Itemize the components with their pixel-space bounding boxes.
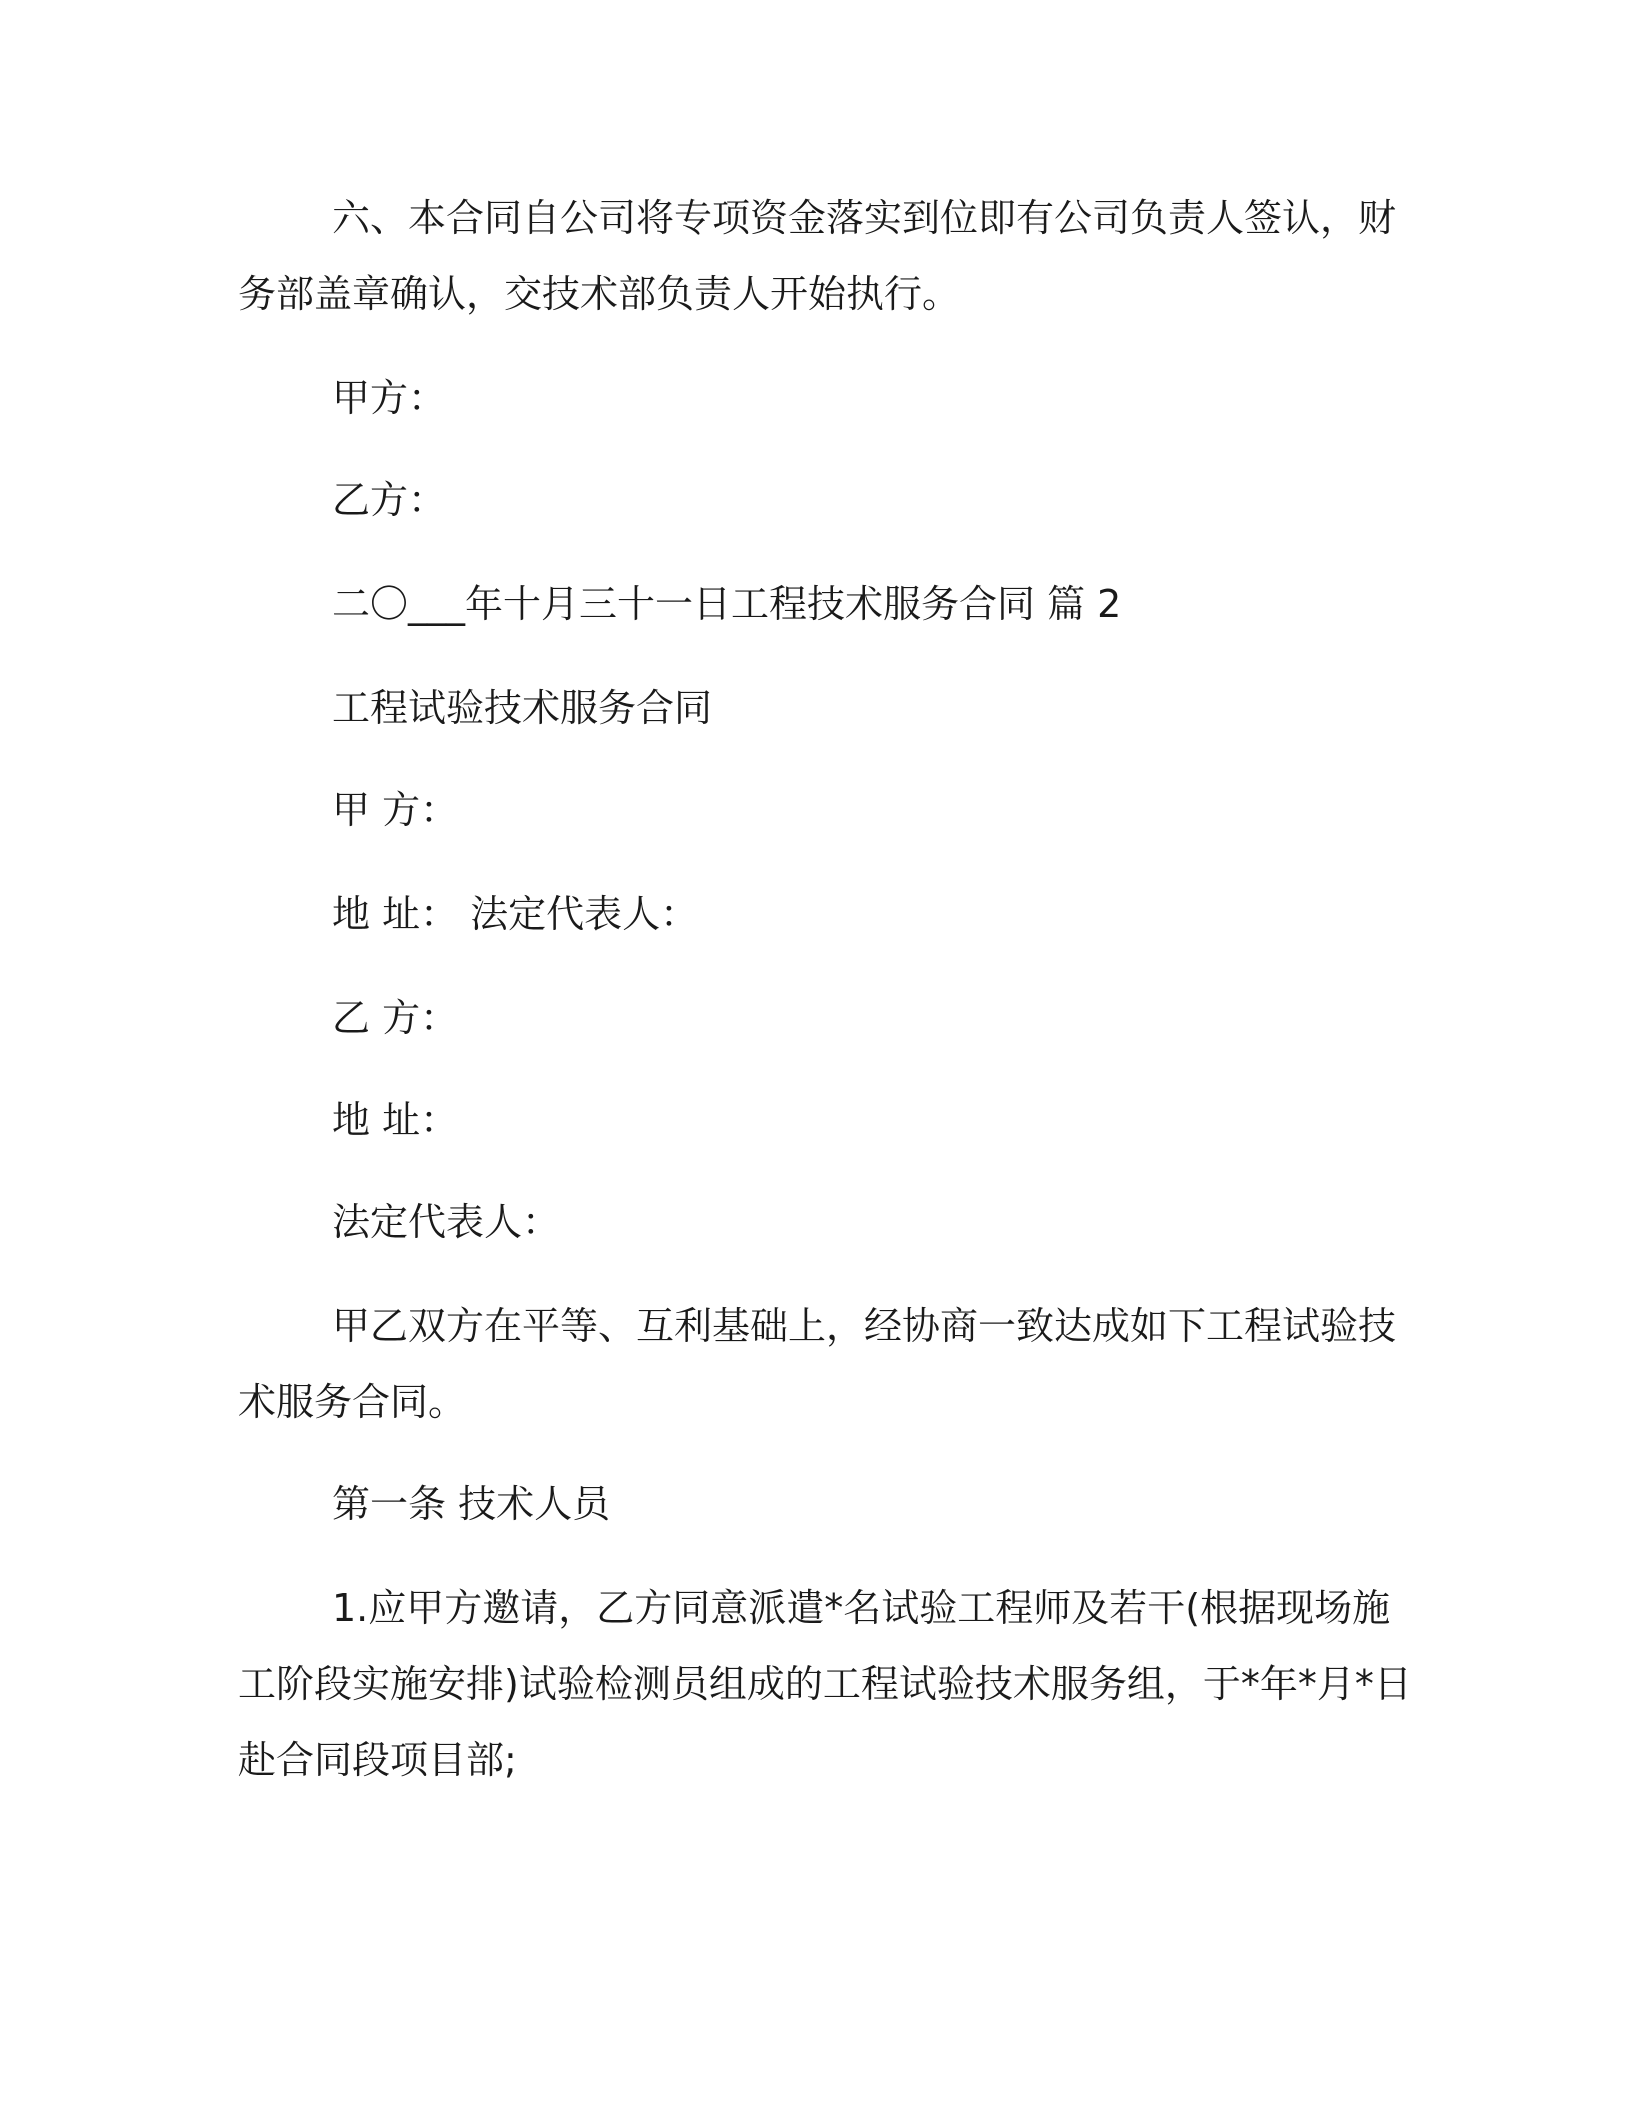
address-field: 地 址：: [332, 1098, 459, 1142]
party-a-field: 甲 方：: [332, 788, 459, 832]
item-1-line-1: 1.应甲方邀请，乙方同意派遣*名试验工程师及若干(根据现场施: [332, 1586, 1391, 1630]
contract-title: 工程试验技术服务合同: [332, 686, 713, 730]
item-1-line-3: 赴合同段项目部;: [238, 1738, 517, 1782]
date-title: 二〇___年十月三十一日工程技术服务合同 篇 2: [332, 582, 1122, 626]
party-b-field: 乙 方：: [332, 996, 459, 1040]
preamble-line-2: 术服务合同。: [238, 1380, 467, 1424]
clause-6-line-2: 务部盖章确认，交技术部负责人开始执行。: [238, 272, 961, 316]
party-b-label: 乙方：: [332, 478, 447, 522]
address-legal-rep-field: 地 址： 法定代表人：: [332, 892, 699, 936]
clause-6-line-1: 六、本合同自公司将专项资金落实到位即有公司负责人签认，财: [332, 196, 1397, 240]
legal-rep-field: 法定代表人：: [332, 1200, 561, 1244]
preamble-line-1: 甲乙双方在平等、互利基础上，经协商一致达成如下工程试验技: [332, 1304, 1397, 1348]
party-a-label: 甲方：: [332, 376, 447, 420]
article-1-heading: 第一条 技术人员: [332, 1482, 611, 1526]
item-1-line-2: 工阶段实施安排)试验检测员组成的工程试验技术服务组，于*年*月*日: [238, 1662, 1412, 1706]
